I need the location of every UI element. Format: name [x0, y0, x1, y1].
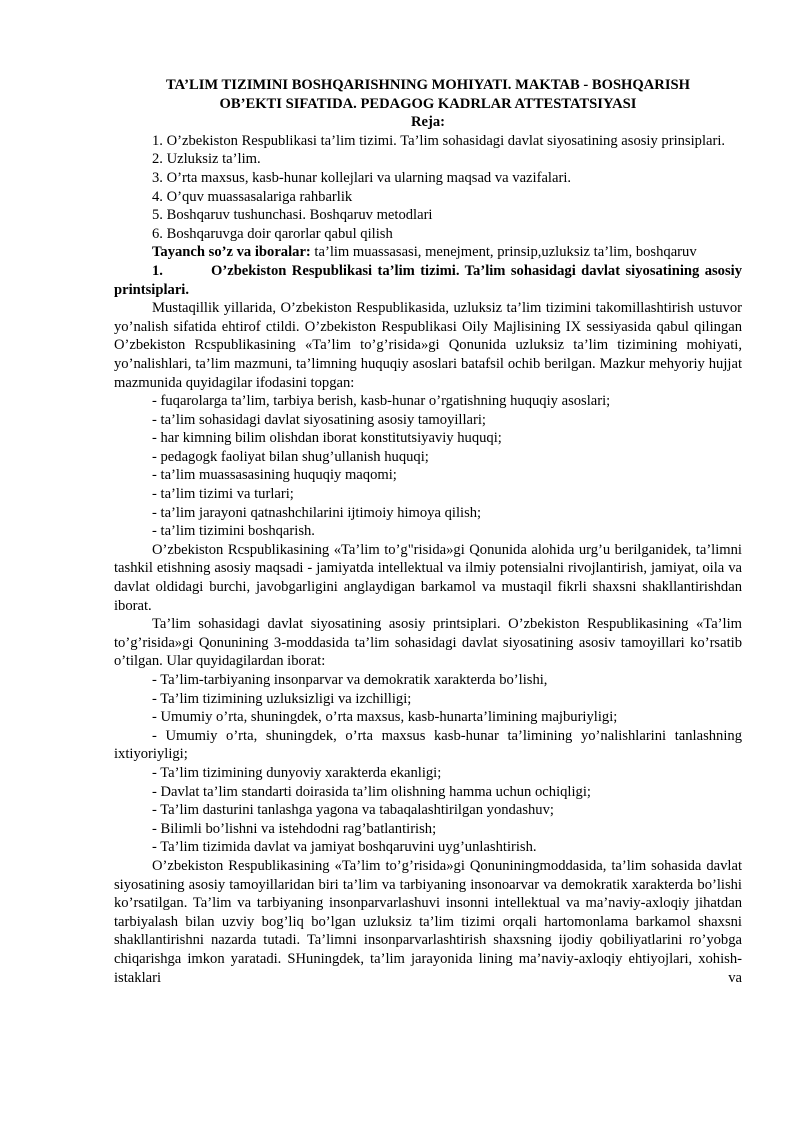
plan-item: 1. O’zbekiston Respublikasi ta’lim tizimi. Ta’lim sohasidagi davlat siyosatining asosiy prinsiplari. — [152, 132, 726, 149]
plan-item: 4. O’quv muassasalariga rahbarlik — [152, 188, 353, 205]
list-item: - Ta’lim tizimining dunyoviy xarakterda ekanligi; — [152, 764, 442, 781]
list-item: - Ta’lim dasturini tanlashga yagona va tabaqalashtirilgan yondashuv; — [152, 802, 554, 819]
list-item: - ta’lim tizimi va turlari; — [152, 486, 294, 503]
list-item: - ta’lim tizimini boshqarish. — [152, 523, 315, 540]
list-item: - Bilimli bo’lishni va istehdodni rag’batlantirish; — [152, 820, 437, 837]
section-1-title: O’zbekiston Respublikasi ta’lim tizimi. Ta’lim sohasidagi davlat siyosatining asosiy printsiplari. — [114, 262, 742, 298]
plan-heading: Reja: — [410, 114, 446, 131]
section-1-number: 1. — [152, 262, 163, 279]
body-paragraph-2: O’zbekiston Rcspublikasining «Ta’lim to’g"risida»gi Qonunida alohida urg’u berilganidek, ta’limni tashkil etishning asosiy maqsadi - jamiyatda intellektual va ilmiy potensialni rivojlantirish, jamiyat, oila va davlat oldidagi burchi, javobgarligini anglaydigan barkamol va mustaqil fikrli shaxsni shakllantirishdan iborat. — [114, 541, 742, 614]
list-item: - ta’lim jarayoni qatnashchilarini ijtimoiy himoya qilish; — [152, 504, 482, 521]
list-item: - ta’lim sohasidagi davlat siyosatining asosiy tamoyillari; — [152, 411, 486, 428]
plan-item: 6. Boshqaruvga doir qarorlar qabul qilish — [152, 225, 393, 242]
list-item: - Ta’lim tizimida davlat va jamiyat boshqaruvini uyg’unlashtirish. — [152, 839, 537, 856]
list-item: - fuqarolarga ta’lim, tarbiya berish, kasb-hunar o’rgatishning huquqiy asoslari; — [152, 393, 611, 410]
keywords-label: Tayanch so’z va iboralar: — [152, 244, 311, 261]
list-item: - Umumiy o’rta, shuningdek, o’rta maxsus kasb-hunar ta’limining yo’nalishlarini tanlashning ixtiyoriyligi; — [114, 727, 742, 763]
plan-item: 5. Boshqaruv tushunchasi. Boshqaruv metodlari — [152, 207, 433, 224]
body-paragraph-3: Ta’lim sohasidagi davlat siyosatining asosiy printsiplari. O’zbekiston Respublikasining «Ta’lim to’g’risida»gi Qonunining 3-moddasida ta’lim sohasidagi davlat siyosatining asosiv tamoyillari ko’rsatib o’tilgan. Ular quyidagilardan iborat: — [114, 616, 742, 670]
list-item: - ta’lim muassasasining huquqiy maqomi; — [152, 467, 397, 484]
list-item: - Umumiy o’rta, shuningdek, o’rta maxsus, kasb-hunarta’limining majburiyligi; — [152, 709, 618, 726]
list-item: - har kimning bilim olishdan iborat konstitutsiyaviy huquqi; — [152, 430, 502, 447]
list-item: - Ta’lim-tarbiyaning insonparvar va demokratik xarakterda bo’lishi, — [152, 672, 548, 688]
list-item: - Ta’lim tizimining uzluksizligi va izchilligi; — [152, 690, 412, 707]
plan-item: 3. O’rta maxsus, kasb-hunar kollejlari va ularning maqsad va vazifalari. — [152, 169, 572, 186]
body-paragraph-4: O’zbekiston Respublikasining «Ta’lim to’g’risida»gi Qonuniningmoddasida, ta’lim sohasida davlat siyosatining asosiy tamoyillaridan biri ta’lim va tarbiyaning insonoarvar va demokratik xarakterda bo’lishi ko’rsatilgan. Ta’lim va tarbiyaning insonparvarlashuvi insonni intellektual va ma’naviy-axloqiy jihatdan tarbiyalash bilan uzviy bog’liq bo’lgan uzluksiz ta’lim tizimi orqali hartomonlama barkamol shaxsni shakllantirishni nazarda tutadi. Ta’limni insonparvarlashtirish shaxsning ijodiy qobiliyatlarini ro’yobga chiqarishga imkon yaratadi. SHuningdek, ta’lim jarayonida lining ma’naviy-axloqiy ehtiyojlari, xohish-istaklari va — [114, 857, 742, 986]
document-title-line-1: TA’LIM TIZIMINI BOSHQARISHNING MOHIYATI. MAKTAB - BOSHQARISH — [166, 77, 690, 93]
list-item: - pedagogk faoliyat bilan shug’ullanish huquqi; — [152, 448, 429, 465]
document-title-line-2: OB’EKTI SIFATIDA. PEDAGOG KADRLAR ATTESTATSIYASI — [219, 95, 637, 112]
list-item: - Davlat ta’lim standarti doirasida ta’lim olishning hamma uchun ochiqligi; — [152, 783, 591, 800]
keywords-paragraph — [114, 243, 742, 262]
section-1-heading — [114, 262, 742, 299]
body-paragraph-1: Mustaqillik yillarida, O’zbekiston Respublikasida, uzluksiz ta’lim tizimini takomillashtirish ustuvor yo’nalish sifatida ehtirof ctildi. O’zbekiston Respublikasi Oily Majlisining IX sessiyasida qabul qilingan O’zbekiston Rcspublikasining «Ta’lim to’g’risida»gi Qonunida uzluksiz ta’lim tizimining mohiyati, yo’nalishlari, ta’lim mazmuni, ta’limning huquqiy asoslari batafsil ochib berilgan. Mazkur mehyoriy hujjat mazmunida quyidagilar ifodasini topgan: — [114, 300, 742, 391]
keywords-text: ta’lim muassasasi, menejment, prinsip,uzluksiz ta’lim, boshqaruv — [310, 244, 697, 261]
document-page — [114, 76, 742, 987]
plan-item: 2. Uzluksiz ta’lim. — [152, 151, 261, 168]
